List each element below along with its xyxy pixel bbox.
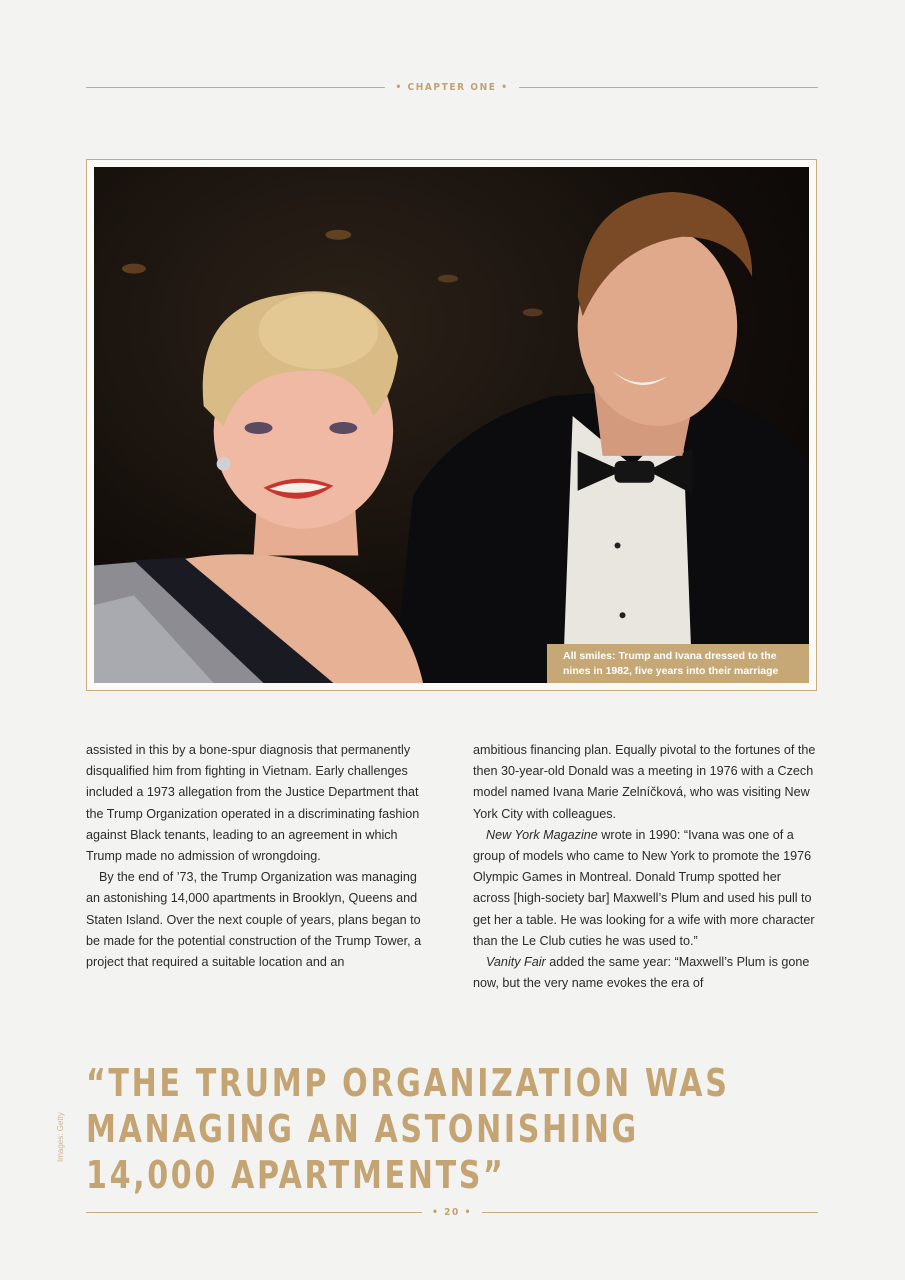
- paragraph: By the end of ’73, the Trump Organization was managing an astonishing 14,000 apartments in Brooklyn, Queens and Staten Island. Over the next couple of years, plans began to be made for the potential construction of the Trump Tower, a project that required a suitable location and an: [86, 870, 422, 970]
- pull-quote: “THE TRUMP ORGANIZATION WAS MANAGING AN ASTONISHING 14,000 APARTMENTS”: [86, 1061, 730, 1197]
- chapter-header: [86, 82, 818, 93]
- right-column: [473, 740, 818, 994]
- publication-name: New York Magazine: [486, 827, 598, 842]
- paragraph: ambitious financing plan. Equally pivotal to the fortunes of the then 30-year-old Donald was a meeting in 1976 with a Czech model named Ivana Marie Zelníčková, who was visiting New York City with colleagues.: [473, 743, 816, 821]
- page-footer: [86, 1207, 818, 1218]
- page-number: • 20 •: [432, 1207, 472, 1218]
- paragraph: [473, 952, 818, 994]
- couple-photo: [94, 167, 809, 683]
- paragraph-text: added the same year: “Maxwell’s Plum is gone now, but the very name evokes the era of: [473, 955, 810, 991]
- body-text: [86, 740, 818, 994]
- publication-name: Vanity Fair: [486, 955, 546, 970]
- header-rule-right: [519, 87, 818, 88]
- chapter-label: • CHAPTER ONE •: [395, 82, 509, 93]
- couple-illustration: [94, 167, 809, 683]
- paragraph: assisted in this by a bone-spur diagnosis that permanently disqualified him from fighting in Vietnam. Early challenges included a 1973 allegation from the Justice Department that the Trump Organization operated in a discriminating fashion against Black tenants, leading to an agreement in which Trump made no admission of wrongdoing.: [86, 743, 420, 864]
- photo-caption: All smiles: Trump and Ivana dressed to the nines in 1982, five years into their marriage: [547, 644, 809, 683]
- photo-credit: Images: Getty: [56, 1112, 65, 1162]
- left-column: [86, 740, 431, 994]
- paragraph: [473, 825, 818, 952]
- header-rule-left: [86, 87, 385, 88]
- paragraph-text: wrote in 1990: “Ivana was one of a group of models who came to New York to promote the 1976 Olympic Games in Montreal. Donald Trump spotted her across [high-society bar] Maxwell’s Plum and used his pull to get her a table. He was looking for a wife with more character than the Le Club cuties he was used to.”: [473, 827, 815, 948]
- footer-rule-right: [482, 1212, 818, 1213]
- footer-rule-left: [86, 1212, 422, 1213]
- photo-frame: [86, 159, 817, 691]
